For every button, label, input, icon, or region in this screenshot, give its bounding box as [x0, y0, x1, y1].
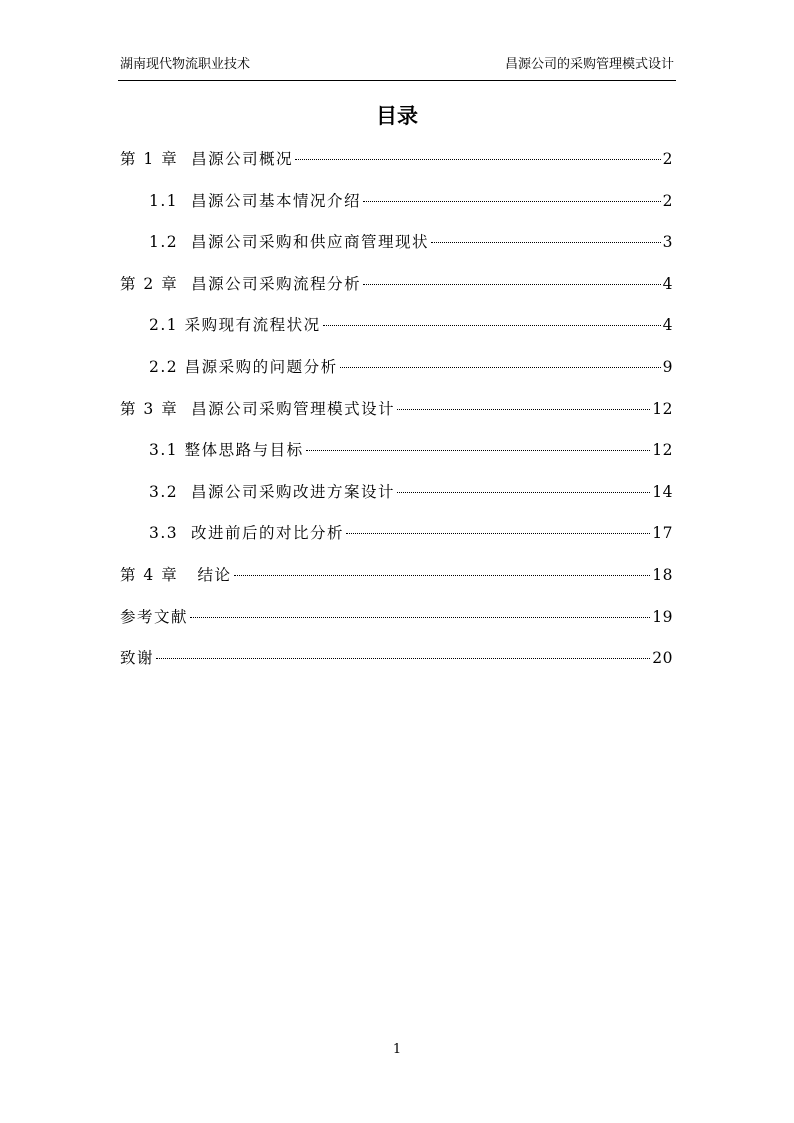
toc-entry[interactable]: [120, 312, 673, 354]
toc-entry-label: 第 1 章 昌源公司概况: [120, 150, 294, 168]
toc-entry-page: 2: [662, 150, 673, 168]
toc-entry[interactable]: [120, 354, 673, 396]
toc-entry[interactable]: [120, 396, 673, 438]
toc-entry-label: 1.2 昌源公司采购和供应商管理现状: [149, 233, 430, 252]
toc-entry-label: 参考文献: [120, 607, 189, 626]
header-right-text: 昌源公司的采购管理模式设计: [504, 57, 674, 72]
toc-entry-label: 2.2 昌源采购的问题分析: [149, 357, 338, 376]
header-left-text: 湖南现代物流职业技术: [120, 57, 251, 72]
toc-entry-label: 1.1 昌源公司基本情况介绍: [149, 191, 362, 210]
toc-entry-page: 17: [652, 524, 673, 543]
toc-title: 目录: [376, 104, 418, 128]
toc-entry-label: 第 4 章 结论: [120, 565, 232, 584]
toc-dot-leader: [234, 575, 651, 576]
table-of-contents: [120, 146, 673, 687]
toc-entry[interactable]: [120, 479, 673, 521]
toc-entry-label: 3.1 整体思路与目标: [149, 441, 304, 460]
toc-entry[interactable]: [120, 520, 673, 562]
toc-entry-page: 18: [652, 565, 673, 584]
toc-dot-leader: [346, 533, 650, 534]
header-rule: [118, 80, 676, 81]
toc-dot-leader: [323, 325, 661, 326]
toc-entry[interactable]: [120, 645, 673, 687]
toc-entry[interactable]: [120, 437, 673, 479]
toc-entry-page: 12: [652, 441, 673, 460]
toc-entry-label: 第 2 章 昌源公司采购流程分析: [120, 274, 362, 293]
toc-dot-leader: [431, 242, 661, 243]
toc-dot-leader: [156, 658, 650, 659]
toc-dot-leader: [363, 284, 661, 285]
toc-entry-page: 14: [652, 482, 673, 501]
toc-entry-label: 2.1 采购现有流程状况: [149, 316, 321, 335]
toc-dot-leader: [306, 450, 651, 451]
page-number: 1: [392, 1042, 402, 1057]
toc-entry-label: 第 3 章 昌源公司采购管理模式设计: [120, 399, 396, 418]
toc-entry[interactable]: [120, 271, 673, 313]
toc-entry-page: 20: [652, 649, 673, 668]
toc-entry-label: 致谢: [120, 649, 155, 668]
toc-dot-leader: [363, 201, 661, 202]
toc-entry[interactable]: [120, 562, 673, 604]
toc-dot-leader: [295, 159, 661, 160]
toc-entry-label: 3.2 昌源公司采购改进方案设计: [149, 482, 396, 501]
toc-entry-page: 9: [662, 357, 673, 376]
toc-dot-leader: [190, 617, 650, 618]
toc-entry[interactable]: [120, 604, 673, 646]
toc-entry-page: 12: [652, 399, 673, 418]
toc-dot-leader: [397, 409, 650, 410]
page-header: [120, 56, 674, 74]
toc-dot-leader: [397, 492, 650, 493]
toc-entry[interactable]: [120, 188, 673, 230]
toc-entry-page: 2: [662, 191, 673, 210]
toc-entry-page: 4: [662, 316, 673, 335]
toc-entry-page: 19: [652, 607, 673, 626]
toc-entry[interactable]: [120, 146, 673, 188]
toc-entry-page: 4: [662, 274, 673, 293]
toc-dot-leader: [340, 367, 661, 368]
toc-entry-page: 3: [662, 233, 673, 252]
toc-entry-label: 3.3 改进前后的对比分析: [149, 524, 345, 543]
toc-entry[interactable]: [120, 229, 673, 271]
